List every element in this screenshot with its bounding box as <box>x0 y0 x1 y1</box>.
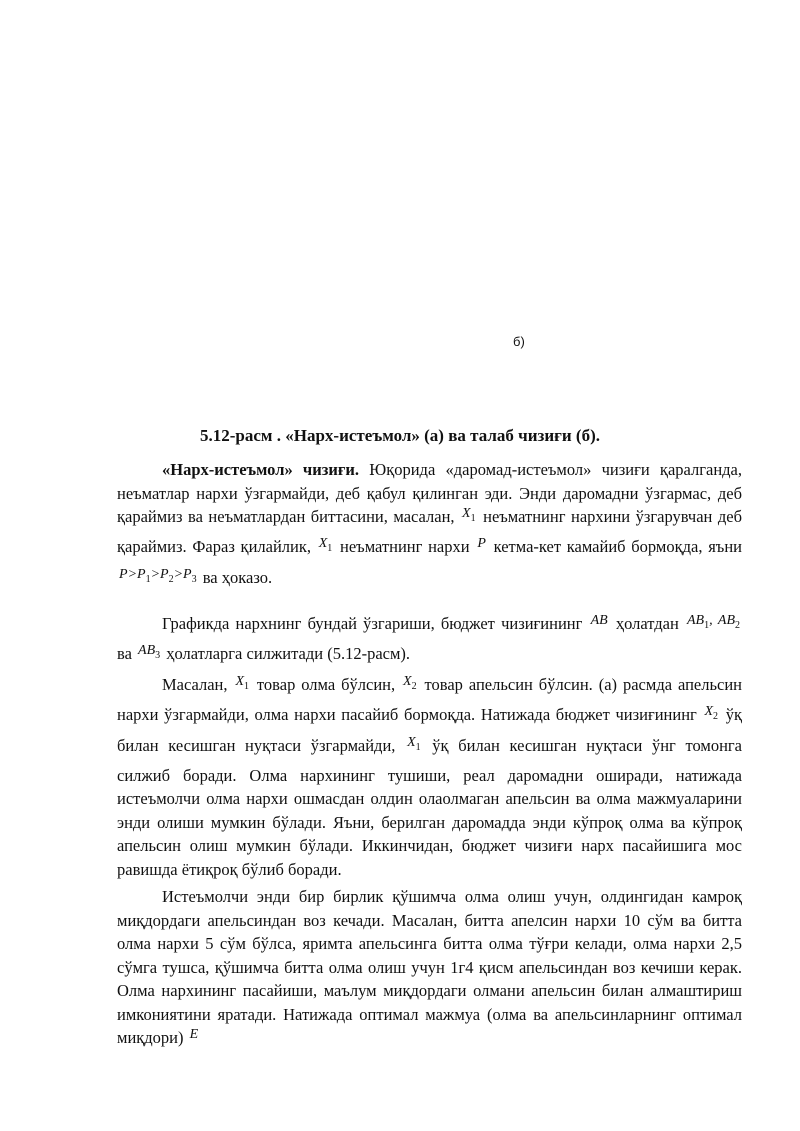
p1-text-5: ва ҳоказо. <box>198 567 273 587</box>
paragraph-3 <box>117 673 742 881</box>
p3-text-5: ўқ билан кесишган нуқтаси ўнг томонга силжиб боради. Олма нархининг тушиши, реал даромадни оширади, натижада истеъмолчи олма нархи ошмасдан олдин олаолмаган апельсин ва олма мажмуаларини энди олиши мумкин бўлади. Яъни, берилган даромадда энди кўпроқ олма ва кўпроқ апельсин олиш мумкин бўлади. Иккинчидан, бюджет чизиғи нарх пасайишига мос равишда ётиқроқ бўлиб боради. <box>117 735 742 879</box>
math-price-inequality: P>P1>P2>P3 <box>119 566 197 585</box>
p2-text-4: ҳолатларга силжитади (5.12-расм). <box>162 644 411 664</box>
math-ab3: AB3 <box>138 643 161 662</box>
math-x2: X2 <box>403 674 417 692</box>
p2-text-1: Графикда нархнинг бундай ўзгариши, бюджет чизиғининг <box>162 614 589 633</box>
p1-text-2: неъматнинг нархини ўзгарувчан деб қараймиз. Фараз қилайлик, <box>117 507 742 557</box>
math-p: P <box>477 536 486 552</box>
paragraph-2 <box>117 612 742 673</box>
p2-text-3: ва <box>117 644 137 664</box>
p3-text-3: товар апельсин бўлсин. (а) расмда апельсин нархи ўзгармайди, олма нархи пасайиб бормоқда. Натижада бюджет чизиғининг <box>117 675 742 725</box>
math-x1: X1 <box>462 506 476 524</box>
paragraph-1 <box>117 458 742 596</box>
p1-text-3: неъматнинг нархи <box>334 537 476 557</box>
math-x2: X2 <box>704 704 719 723</box>
figure-sublabel: б) <box>513 334 525 349</box>
p3-text-4: ўқ билан кесишган нуқтаси ўзгармайди, <box>117 705 742 755</box>
p1-text-1: Юқорида «даромад-истеъмол» чизиғи қаралганда, неъматлар нархи ўзгармайди, деб қабул қилинган эди. Энди даромадни ўзгармас, деб қараймиз ва неъматлардан биттасини, масалан, <box>117 460 742 526</box>
math-e: E <box>189 1027 199 1042</box>
section-heading: «Нарх-истеъмол» чизиғи. <box>162 460 360 479</box>
math-ab: AB <box>590 613 608 628</box>
p4-text-1: Истеъмолчи энди бир бирлик қўшимча олма олиш учун, олдингидан камроқ миқдордаги апельсиндан воз кечади. Масалан, битта апелсин нархи 10 сўм ва битта олма нархи 5 сўм бўлса, яримта апельсинга битта олма тўғри келади, олма нархи 2,5 сўмга тушса, қўшимча битта олма олиш учун 1г4 қисм апельсиндан воз кечиши керак. Олма нархининг пасайиши, маълум миқдордаги олмани апельсин билан алмаштириш имкониятини яратади. Натижада оптимал мажмуа (олма ва апельсинларнинг оптимал миқдори) <box>117 887 742 1047</box>
paragraph-4 <box>117 885 742 1052</box>
math-x1: X1 <box>318 536 333 555</box>
p1-text-4: кетма-кет камайиб бормоқда, яъни <box>487 537 742 557</box>
math-x1: X1 <box>235 674 249 692</box>
p3-text-1: Масалан, <box>162 675 234 694</box>
figure-caption: 5.12-расм . «Нарх-истеъмол» (а) ва талаб чизиғи (б). <box>200 426 600 445</box>
p3-text-2: товар олма бўлсин, <box>251 675 402 694</box>
p2-text-2: ҳолатдан <box>609 614 685 633</box>
math-x1: X1 <box>407 734 421 753</box>
math-ab1-ab2: AB1, AB2 <box>686 613 740 631</box>
